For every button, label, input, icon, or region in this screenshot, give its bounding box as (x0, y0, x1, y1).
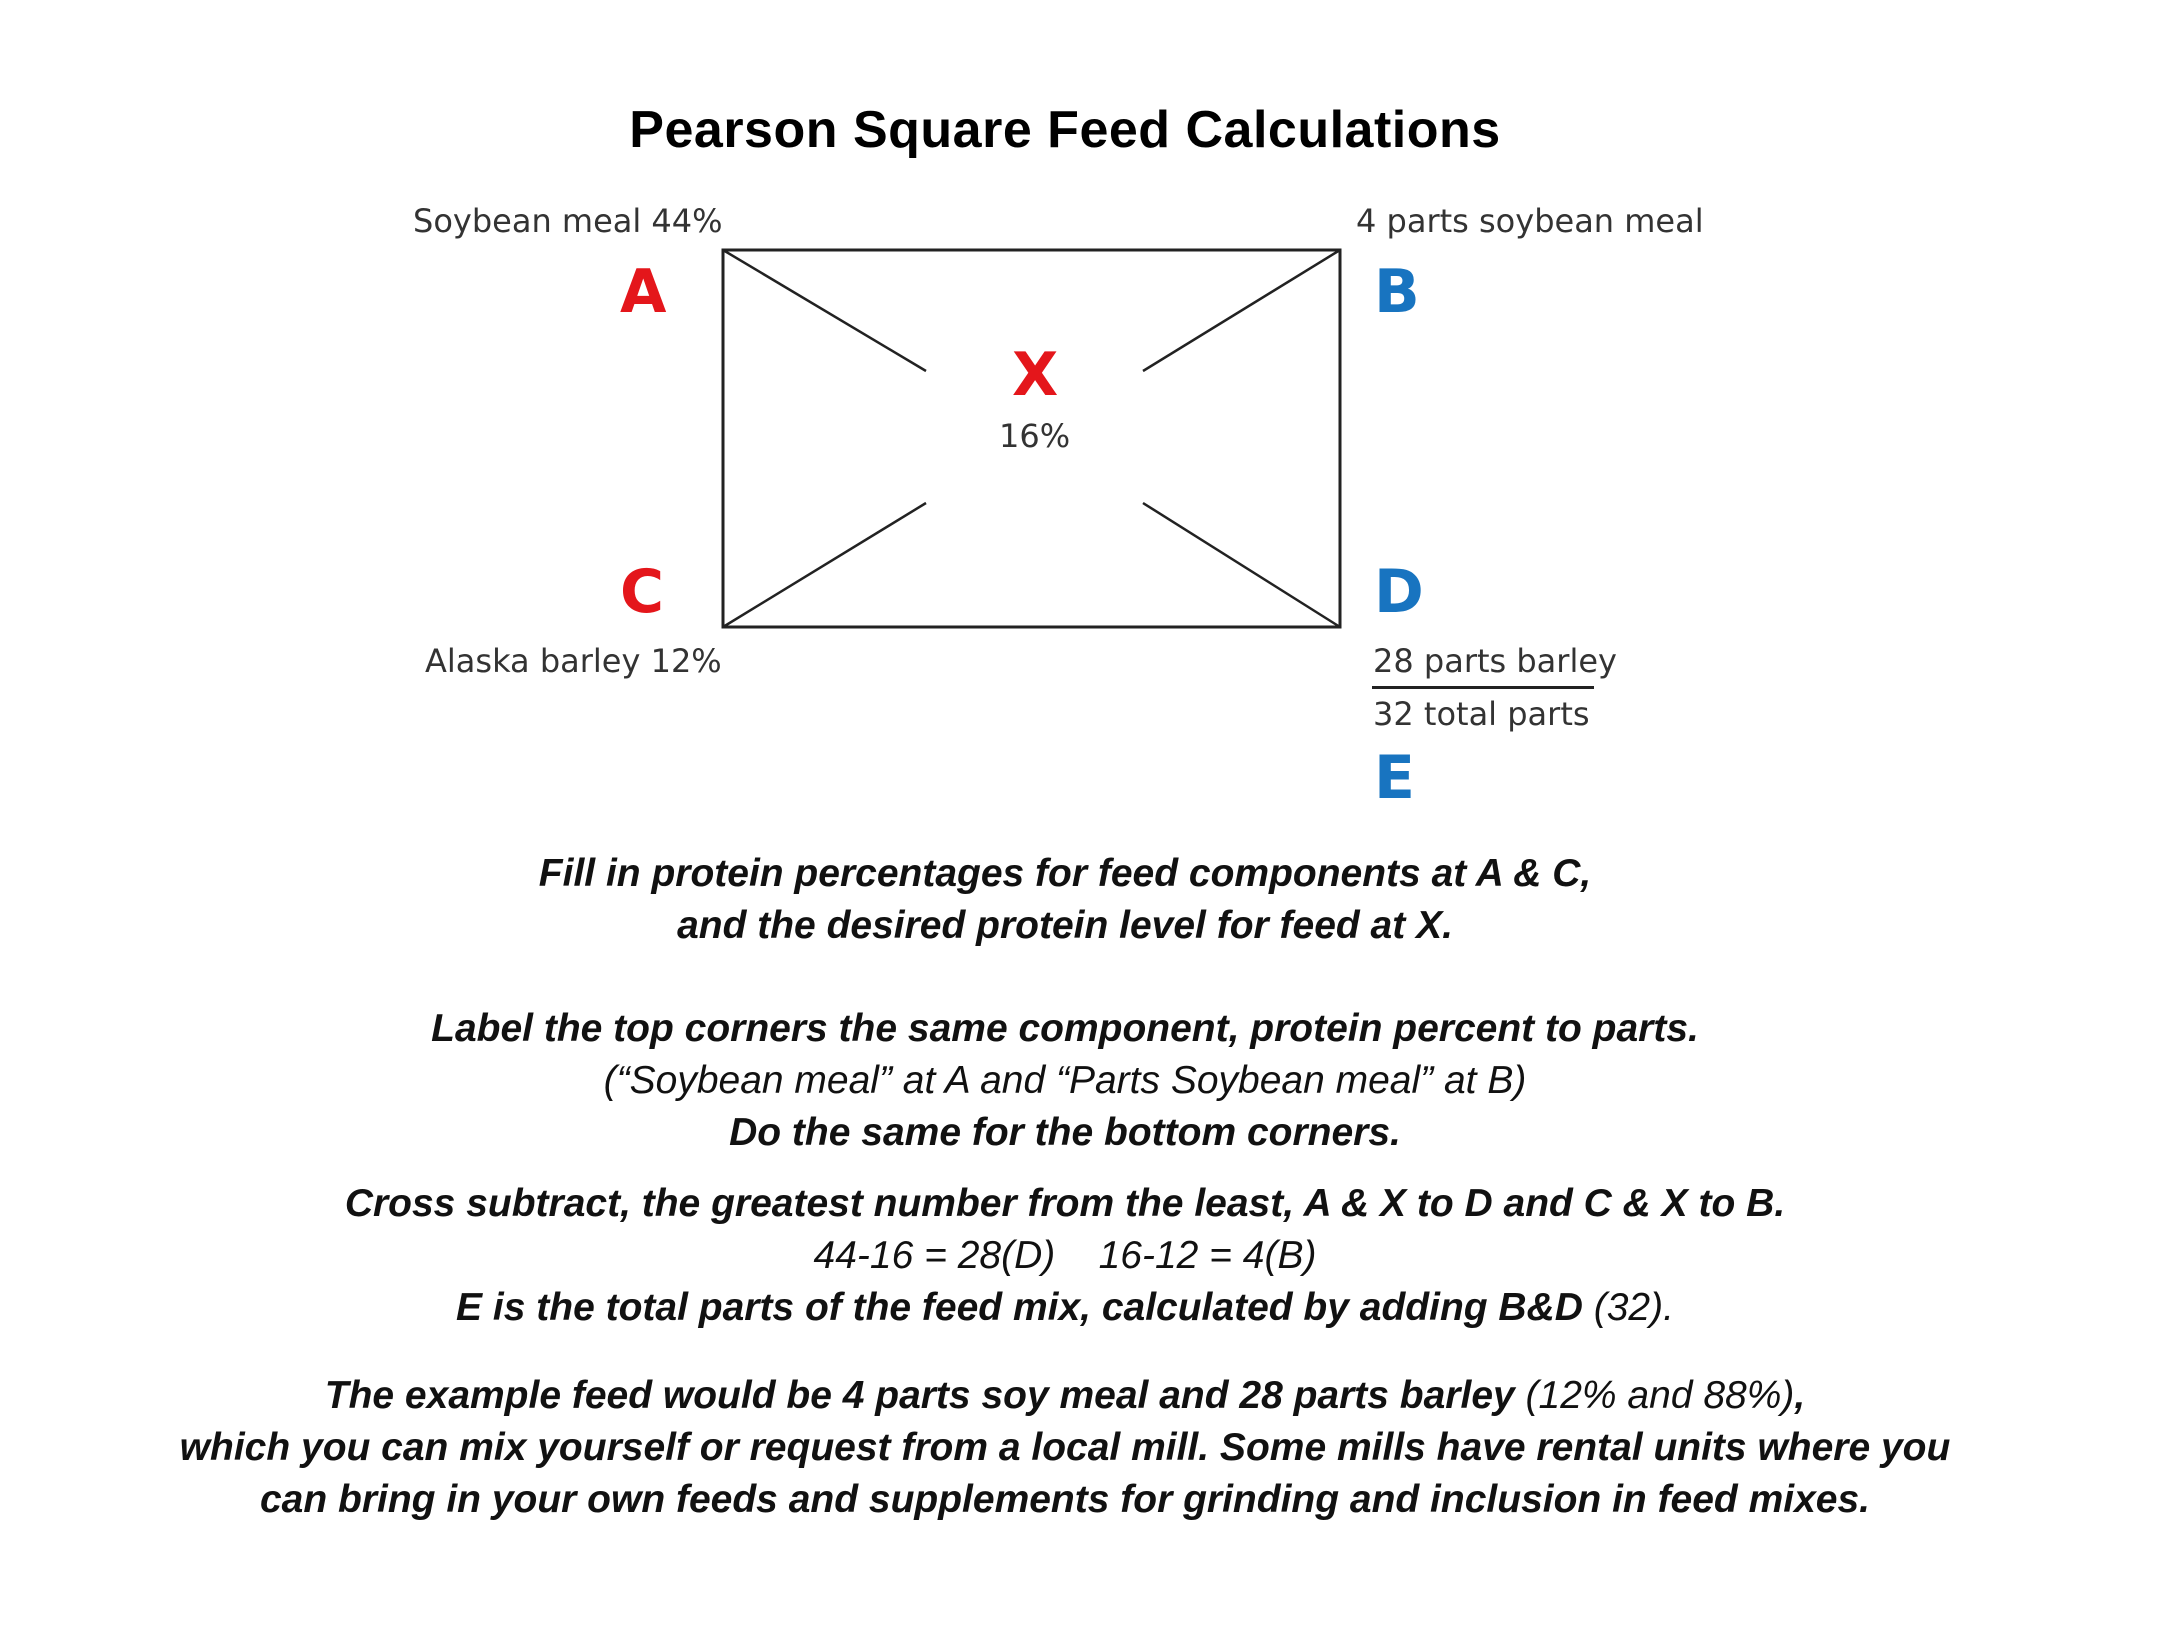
calculation-line: 44-16 = 28(D) 16-12 = 4(B) (813, 1234, 1317, 1277)
instruction-paragraph-1 (0, 848, 2130, 952)
target-protein-value: 16% (999, 417, 1071, 455)
letter-e: E (1374, 743, 1415, 813)
fraction-rule (1372, 686, 1594, 689)
instruction-line: which you can mix yourself or request from a local mill. Some mills have rental units where you (179, 1426, 1951, 1469)
instruction-line: (“Soybean meal” at A and “Parts Soybean meal” at B) (603, 1059, 1527, 1102)
instruction-paragraph-4 (0, 1370, 2130, 1526)
page-title: Pearson Square Feed Calculations (629, 101, 1501, 159)
instruction-line: Cross subtract, the greatest number from the least, A & X to D and C & X to B. (344, 1182, 1786, 1225)
instruction-text: The example feed would be 4 parts soy meal and 28 parts barley (324, 1374, 1515, 1417)
instruction-text: (32). (1582, 1286, 1674, 1329)
instruction-line (0, 1370, 2130, 1422)
instruction-paragraph-2 (0, 1003, 2130, 1159)
instruction-line (0, 1282, 2130, 1334)
letter-c: C (620, 557, 665, 627)
instruction-line: can bring in your own feeds and supplements for grinding and inclusion in feed mixes. (259, 1478, 1871, 1521)
label-parts-soybean: 4 parts soybean meal (1356, 202, 1704, 240)
diagonal-bottom-right (1143, 503, 1340, 627)
letter-b: B (1374, 257, 1420, 327)
instruction-text: , (1794, 1374, 1806, 1417)
label-total-parts: 32 total parts (1373, 695, 1590, 733)
instruction-line: and the desired protein level for feed at X. (677, 904, 1453, 947)
label-parts-barley: 28 parts barley (1373, 642, 1617, 680)
instruction-text: E is the total parts of the feed mix, calculated by adding B&D (456, 1286, 1583, 1329)
instruction-paragraph-3 (0, 1178, 2130, 1334)
letter-d: D (1374, 557, 1424, 627)
letter-a: A (620, 257, 667, 327)
instruction-line: Label the top corners the same component, protein percent to parts. (431, 1007, 1699, 1050)
label-soybean-meal: Soybean meal 44% (413, 202, 723, 240)
instruction-line: Do the same for the bottom corners. (729, 1111, 1401, 1154)
diagonal-top-right (1143, 250, 1340, 371)
instruction-line: Fill in protein percentages for feed components at A & C, (538, 852, 1592, 895)
diagonal-bottom-left (723, 503, 926, 627)
diagonal-top-left (723, 250, 926, 371)
instruction-text: (12% and 88%) (1514, 1374, 1795, 1417)
label-alaska-barley: Alaska barley 12% (425, 642, 722, 680)
letter-x: X (1012, 340, 1059, 410)
